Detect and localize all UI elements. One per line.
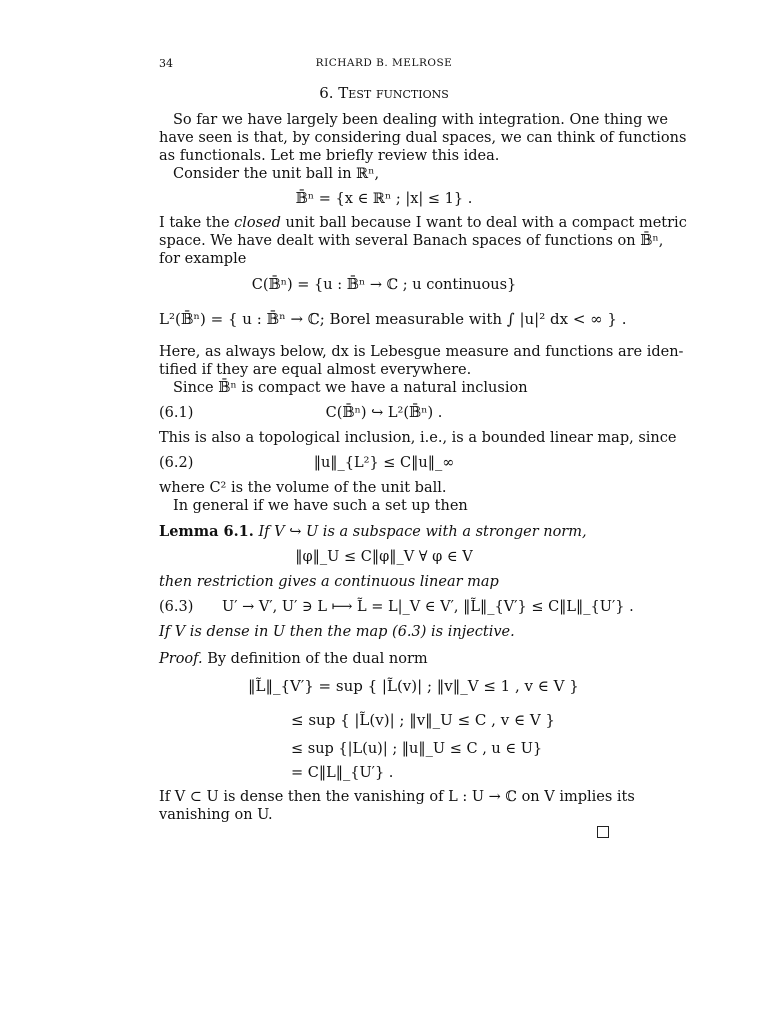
paragraph-line: have seen is that, by considering dual spaces, we can think of functions [159, 130, 687, 146]
paragraph-line: Consider the unit ball in ℝⁿ, [173, 166, 380, 182]
lemma-label: Lemma 6.1. [159, 523, 254, 540]
emphasis-closed: closed [234, 215, 281, 231]
derivation-line-4: = C‖L‖_{U′} . [291, 765, 394, 781]
equation-number-6-2: (6.2) [159, 455, 194, 471]
equation-stronger-norm: ‖φ‖_U ≤ C‖φ‖_V ∀ φ ∈ V [295, 549, 473, 565]
lemma-text: then restriction gives a continuous linear map [159, 574, 499, 590]
paragraph-line: vanishing on U. [159, 807, 273, 823]
equation-unit-ball: 𝔹̄ⁿ = {x ∈ ℝⁿ ; |x| ≤ 1} . [295, 191, 473, 207]
derivation-line-2: ≤ sup { |L̃(v)| ; ‖v‖_U ≤ C , v ∈ V } [291, 711, 555, 729]
paragraph-line: Since 𝔹̄ⁿ is compact we have a natural inclusion [173, 380, 528, 396]
running-author: RICHARD B. MELROSE [315, 57, 453, 69]
paragraph-line: for example [159, 251, 247, 267]
page-number: 34 [159, 57, 173, 70]
text-run: unit ball because I want to deal with a compact metric [280, 215, 687, 231]
section-title: 6. Test functions [319, 84, 449, 102]
text-run: By definition of the dual norm [202, 651, 428, 667]
derivation-line-1: ‖L̃‖_{V′} = sup { |L̃(v)| ; ‖v‖_V ≤ 1 , v ∈ V } [248, 677, 579, 695]
text-run: I take the [159, 215, 235, 231]
paragraph-line: Here, as always below, dx is Lebesgue measure and functions are iden- [159, 344, 684, 360]
equation-number-6-3: (6.3) [159, 599, 194, 615]
lemma-statement [159, 523, 609, 541]
equation-continuous-functions: C(𝔹̄ⁿ) = {u : 𝔹̄ⁿ → ℂ ; u continuous} [251, 277, 517, 293]
paragraph-line: In general if we have such a set up then [173, 498, 468, 514]
paragraph-line: where C² is the volume of the unit ball. [159, 480, 447, 496]
derivation-line-3: ≤ sup {|L(u)| ; ‖u‖_U ≤ C , u ∈ U} [291, 741, 543, 757]
paragraph-line: If V ⊂ U is dense then the vanishing of L : U → ℂ on V implies its [159, 789, 635, 805]
equation-6-2: ‖u‖_{L²} ≤ C‖u‖_∞ [313, 455, 455, 471]
paragraph-line: space. We have dealt with several Banach spaces of functions on 𝔹̄ⁿ, [159, 233, 664, 249]
equation-l2-space: L²(𝔹̄ⁿ) = { u : 𝔹̄ⁿ → ℂ; Borel measurable with ∫ |u|² dx < ∞ } . [159, 310, 627, 328]
paragraph-line: So far we have largely been dealing with integration. One thing we [173, 112, 668, 128]
equation-number-6-1: (6.1) [159, 405, 194, 421]
qed-box-icon [597, 826, 609, 838]
equation-6-1: C(𝔹̄ⁿ) ↪ L²(𝔹̄ⁿ) . [325, 405, 443, 421]
lemma-text: If V is dense in U then the map (6.3) is injective. [159, 624, 515, 640]
equation-6-3: U′ → V′, U′ ∋ L ⟼ L̃ = L|_V ∈ V′, ‖L̃‖_{V′} ≤ C‖L‖_{U′} . [222, 599, 634, 615]
paragraph-line: tified if they are equal almost everywhere. [159, 362, 472, 378]
lemma-text: If V ↪ U is a subspace with a stronger norm, [258, 524, 587, 540]
paragraph-line: as functionals. Let me briefly review this idea. [159, 148, 500, 164]
paragraph-line: This is also a topological inclusion, i.e., is a bounded linear map, since [159, 430, 677, 446]
running-header [159, 57, 609, 73]
proof-label: Proof. [159, 651, 203, 667]
paragraph-line [159, 214, 687, 232]
proof-intro [159, 650, 609, 668]
